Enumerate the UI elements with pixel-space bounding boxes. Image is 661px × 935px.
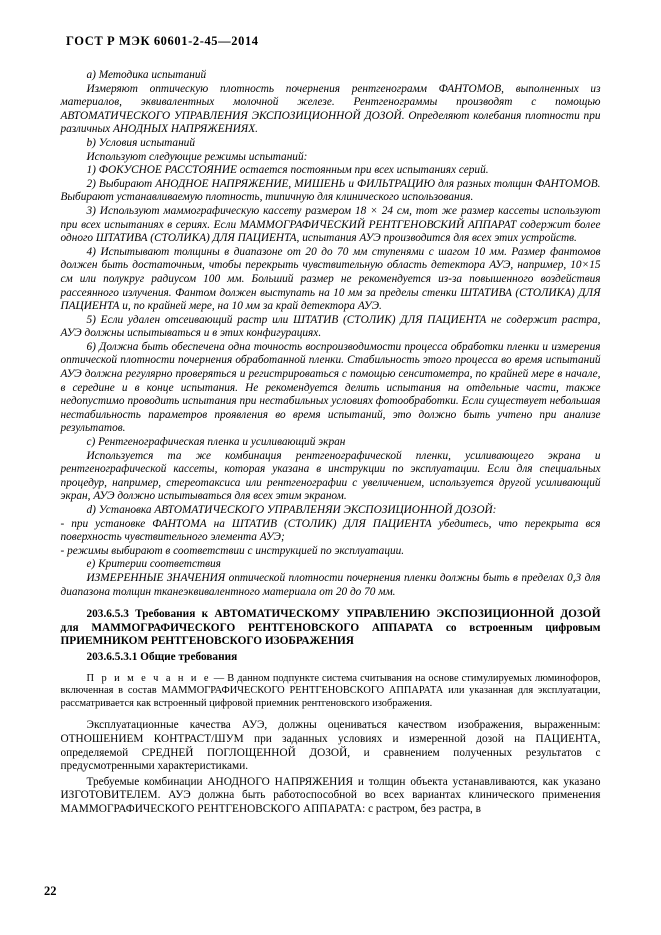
paragraph-c-text: Используется та же комбинация рентгенографической пленки, усиливающего экрана и рентгенографической кассеты, которая указана в инструкции по эксплуатации. Если для специальных процедур, например, стереотаксиса или рентгенографии с увеличением, используется другой усиливающий экран, АУЭ должно испытываться для всех этим экраном.	[60, 449, 601, 503]
list-item-d1: - при установке ФАНТОМА на ШТАТИВ (СТОЛИК) ДЛЯ ПАЦИЕНТА убедитесь, что перекрыта вся поверхность чувствительного элемента АУЭ;	[60, 517, 601, 544]
list-item-b2: 2) Выбирают АНОДНОЕ НАПРЯЖЕНИЕ, МИШЕНЬ и ФИЛЬТРАЦИЮ для разных толщин ФАНТОМОВ. Выбирают устанавливаемую плотность, типичную для клинического использования.	[60, 177, 601, 204]
page-header: ГОСТ Р МЭК 60601-2-45—2014	[66, 34, 259, 48]
paragraph-final-2: Требуемые комбинации АНОДНОГО НАПРЯЖЕНИЯ и толщин объекта устанавливаются, как указано ИЗГОТОВИТЕЛЕМ. АУЭ должна быть работоспособной во всех вариантах клинического применения МАММОГРАФИЧЕСКОГО РЕНТГЕНОВСКОГО АППАРАТА: с растром, без растра, в	[60, 775, 601, 815]
subsection-heading: 203.6.5.3.1 Общие требования	[86, 650, 238, 663]
list-item-b3: 3) Используют маммографическую кассету размером 18 × 24 см, тот же размер кассеты используют при всех испытаниях в сериях. Если МАММОГРАФИЧЕСКИЙ РЕНТГЕНОВСКИЙ АППАРАТ содержит более одного ШТАТИВА (СТОЛИКА) ДЛЯ ПАЦИЕНТА, испытания АУЭ производится для всех этих устройств.	[60, 204, 601, 245]
note-label: П р и м е ч а н и е	[86, 672, 211, 684]
list-item-b1: 1) ФОКУСНОЕ РАССТОЯНИЕ остается постоянным при всех испытаниях серий.	[86, 164, 489, 177]
paragraph-a-text: Измеряют оптическую плотность почернения рентгенограмм ФАНТОМОВ, выполненных из материалов, эквивалентных молочной железе. Рентгенограммы производят с помощью АВТОМАТИЧЕСКОГО УПРАВЛЕНИЯ ЭКСПОЗИЦИОННОЙ ДОЗОЙ. Определяют колебания плотности при различных АНОДНЫХ НАПРЯЖЕНИЯХ.	[60, 82, 601, 136]
paragraph-c-label: c) Рентгенографическая пленка и усиливающий экран	[86, 436, 346, 449]
paragraph-e-text: ИЗМЕРЕННЫЕ ЗНАЧЕНИЯ оптической плотности почернения пленки должны быть в пределах 0,3 для диапазона толщин тканеэквивалентного материала от 20 до 70 мм.	[60, 571, 601, 598]
note-block	[61, 673, 601, 711]
page-number: 22	[44, 884, 57, 898]
list-item-b4: 4) Испытывают толщины в диапазоне от 20 до 70 мм ступенями с шагом 10 мм. Размер фантомов должен быть достаточным, чтобы перекрыть чувствительную область детектора АУЭ, например, 10×15 см или полукруг радиусом 100 мм. Больший размер не рекомендуется из-за повышенного воздействия рассеянного излучения. Фантом должен выступать на 10 мм за пределы стенки ШТАТИВА (СТОЛИКА) ДЛЯ ПАЦИЕНТА и, по крайней мере, на 10 мм за край детектора АУЭ.	[60, 245, 601, 313]
document-body	[61, 69, 601, 816]
paragraph-e-label: e) Критерии соответствия	[86, 558, 221, 571]
paragraph-d-label: d) Установка АВТОМАТИЧЕСКОГО УПРАВЛЕНЯИ ЭКСПОЗИЦИОННОЙ ДОЗОЙ:	[86, 504, 497, 516]
section-heading: 203.6.5.3 Требования к АВТОМАТИЧЕСКОМУ УПРАВЛЕНИЮ ЭКСПОЗИЦИОННОЙ ДОЗОЙ для МАММОГРАФИЧЕСКОГО РЕНТГЕНОВСКОГО АППАРАТА со встроенным цифровым ПРИЕМНИКОМ РЕНТГЕНОВСКОГО ИЗОБРАЖЕНИЯ	[60, 608, 601, 648]
list-item-b6: 6) Должна быть обеспечена одна точность воспроизводимости процесса обработки пленки и измерения оптической плотности почернения обработанной пленки. Стабильность этого процесса во время испытаний АУЭ должна регулярно проверяться и регистрироваться с помощью сенситометра, по крайней мере в начале, в середине и в конце испытания. Не рекомендуется делить испытания на отдельные части, также недопустимо проводить испытания при нестабильных условиях фотообработки. Если существует небольшая нестабильность параметров проявления во время испытаний, это должно быть учтено при анализе результатов.	[60, 340, 601, 435]
list-item-b5: 5) Если удален отсеивающий растр или ШТАТИВ (СТОЛИК) ДЛЯ ПАЦИЕНТА не содержит растра, АУЭ должны испытываться и в этих конфигурациях.	[60, 313, 601, 340]
list-item-d2: - режимы выбирают в соответствии с инструкцией по эксплуатации.	[60, 544, 405, 557]
paragraph-b-text: Используют следующие режимы испытаний:	[86, 150, 308, 163]
paragraph-final-1: Эксплуатационные качества АУЭ, должны оцениваться качеством изображения, выраженным: ОТНОШЕНИЕМ КОНТРАСТ/ШУМ при заданных условиях и измеренной дозой на ПАЦИЕНТА, определяемой СРЕДНЕЙ ПОГЛОЩЕННОЙ ДОЗОЙ, и сравнением полученных результатов с предусмотренными характеристиками.	[60, 719, 601, 773]
paragraph-b-label: b) Условия испытаний	[86, 136, 195, 149]
paragraph-a-label: a) Методика испытаний	[86, 69, 207, 81]
note-text: — В данном подпункте система считывания на основе стимулируемых люминофоров, включенная в состав МАММОГРАФИЧЕСКОГО РЕНТГЕНОВСКОГО АППАРАТА или указанная для эксплуатации, рассматривается как встроенный цифровой приемник рентгеновского изображения.	[60, 672, 601, 709]
